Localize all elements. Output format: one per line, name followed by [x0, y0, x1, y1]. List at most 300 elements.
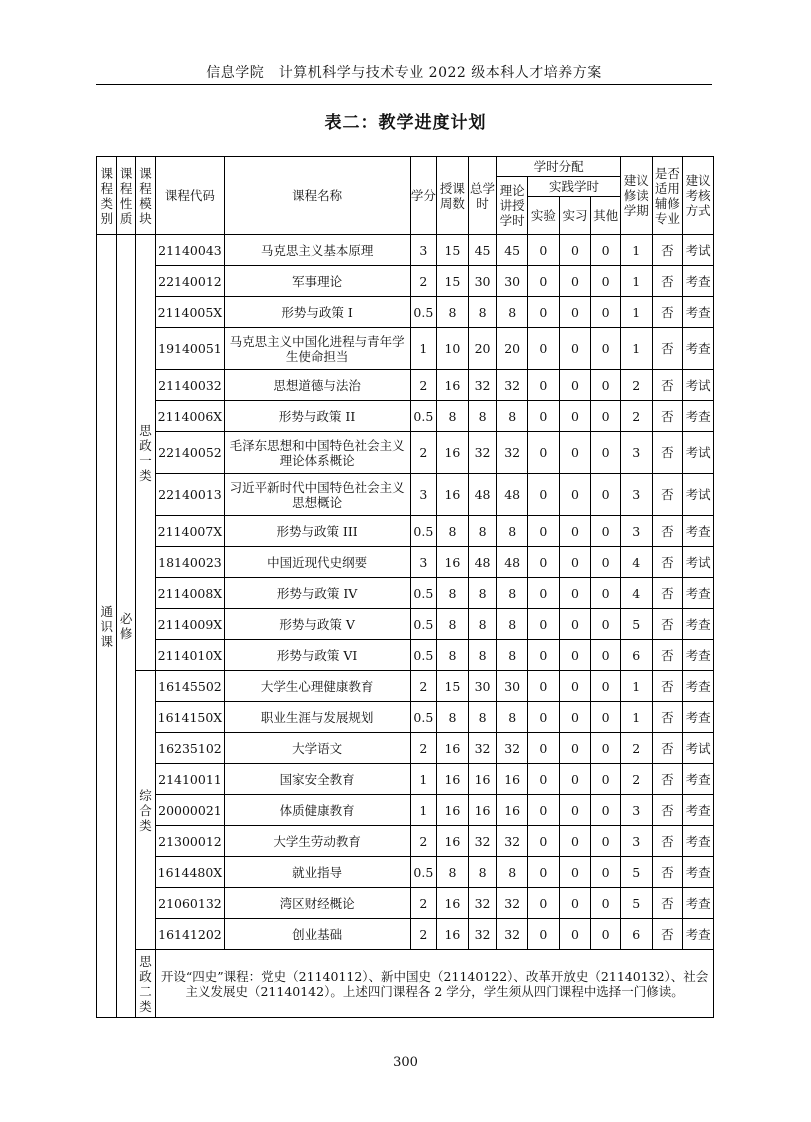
other-hours: 0 — [591, 432, 621, 474]
course-code: 22140052 — [156, 432, 224, 474]
credits: 2 — [410, 919, 437, 950]
group-module-ideology-2: 思 政 二 类 — [135, 950, 155, 1018]
internship-hours: 0 — [559, 826, 591, 857]
header-theory: 理论讲授学时 — [497, 177, 528, 235]
other-hours: 0 — [591, 733, 621, 764]
total-hours: 32 — [468, 826, 497, 857]
credits: 1 — [410, 328, 437, 370]
table-row — [97, 401, 714, 432]
theory-hours: 48 — [497, 474, 528, 516]
suggested-term: 5 — [620, 609, 652, 640]
experiment-hours: 0 — [528, 401, 560, 432]
weeks: 8 — [437, 857, 469, 888]
minor-applicable: 否 — [652, 432, 683, 474]
running-header: 信息学院 计算机科学与技术专业 2022 级本科人才培养方案 — [206, 65, 602, 81]
theory-hours: 32 — [497, 432, 528, 474]
total-hours: 48 — [468, 474, 497, 516]
table-row — [97, 733, 714, 764]
assessment: 考查 — [683, 297, 714, 328]
theory-hours: 20 — [497, 328, 528, 370]
credits: 0.5 — [410, 297, 437, 328]
suggested-term: 1 — [620, 328, 652, 370]
credits: 2 — [410, 266, 437, 297]
assessment: 考查 — [683, 795, 714, 826]
suggested-term: 3 — [620, 474, 652, 516]
other-hours: 0 — [591, 547, 621, 578]
header-code: 课程代码 — [156, 157, 224, 235]
internship-hours: 0 — [559, 516, 591, 547]
course-name: 中国近现代史纲要 — [224, 547, 410, 578]
course-name: 军事理论 — [224, 266, 410, 297]
total-hours: 32 — [468, 432, 497, 474]
credits: 0.5 — [410, 640, 437, 671]
theory-hours: 8 — [497, 702, 528, 733]
internship-hours: 0 — [559, 857, 591, 888]
total-hours: 32 — [468, 888, 497, 919]
course-name: 就业指导 — [224, 857, 410, 888]
weeks: 15 — [437, 235, 469, 266]
suggested-term: 2 — [620, 764, 652, 795]
course-name: 大学生心理健康教育 — [224, 671, 410, 702]
assessment: 考试 — [683, 370, 714, 401]
suggested-term: 1 — [620, 702, 652, 733]
table-row — [97, 702, 714, 733]
internship-hours: 0 — [559, 795, 591, 826]
table-header — [97, 157, 714, 235]
assessment: 考查 — [683, 578, 714, 609]
table-row — [97, 516, 714, 547]
suggested-term: 3 — [620, 826, 652, 857]
minor-applicable: 否 — [652, 370, 683, 401]
experiment-hours: 0 — [528, 547, 560, 578]
minor-applicable: 否 — [652, 235, 683, 266]
header-term: 建议修读学期 — [620, 157, 652, 235]
other-hours: 0 — [591, 640, 621, 671]
assessment: 考试 — [683, 547, 714, 578]
other-hours: 0 — [591, 826, 621, 857]
internship-hours: 0 — [559, 474, 591, 516]
suggested-term: 5 — [620, 857, 652, 888]
other-hours: 0 — [591, 609, 621, 640]
table-row — [97, 547, 714, 578]
group-nature: 必 修 — [117, 235, 135, 1018]
total-hours: 32 — [468, 919, 497, 950]
course-code: 2114007X — [156, 516, 224, 547]
experiment-hours: 0 — [528, 640, 560, 671]
experiment-hours: 0 — [528, 328, 560, 370]
experiment-hours: 0 — [528, 826, 560, 857]
credits: 1 — [410, 795, 437, 826]
table-row — [97, 609, 714, 640]
theory-hours: 8 — [497, 297, 528, 328]
table-row — [97, 826, 714, 857]
table-row — [97, 795, 714, 826]
total-hours: 32 — [468, 733, 497, 764]
course-code: 21140032 — [156, 370, 224, 401]
internship-hours: 0 — [559, 671, 591, 702]
suggested-term: 3 — [620, 795, 652, 826]
header-category: 课 程 类 别 — [97, 157, 117, 235]
credits: 0.5 — [410, 401, 437, 432]
table-row — [97, 235, 714, 266]
internship-hours: 0 — [559, 370, 591, 401]
total-hours: 30 — [468, 266, 497, 297]
suggested-term: 3 — [620, 432, 652, 474]
minor-applicable: 否 — [652, 516, 683, 547]
course-name: 体质健康教育 — [224, 795, 410, 826]
table-row — [97, 432, 714, 474]
minor-applicable: 否 — [652, 547, 683, 578]
total-hours: 8 — [468, 640, 497, 671]
minor-applicable: 否 — [652, 328, 683, 370]
theory-hours: 30 — [497, 266, 528, 297]
table-row — [97, 266, 714, 297]
course-code: 18140023 — [156, 547, 224, 578]
credits: 2 — [410, 370, 437, 401]
minor-applicable: 否 — [652, 919, 683, 950]
course-name: 马克思主义中国化进程与青年学生使命担当 — [224, 328, 410, 370]
weeks: 8 — [437, 401, 469, 432]
suggested-term: 1 — [620, 297, 652, 328]
assessment: 考查 — [683, 888, 714, 919]
internship-hours: 0 — [559, 888, 591, 919]
weeks: 15 — [437, 671, 469, 702]
total-hours: 32 — [468, 370, 497, 401]
header-experiment: 实验 — [528, 197, 560, 235]
header-credits: 学分 — [410, 157, 437, 235]
credits: 0.5 — [410, 857, 437, 888]
minor-applicable: 否 — [652, 733, 683, 764]
course-name: 职业生涯与发展规划 — [224, 702, 410, 733]
table-row — [97, 888, 714, 919]
course-name: 马克思主义基本原理 — [224, 235, 410, 266]
page-number: 300 — [393, 1055, 418, 1070]
suggested-term: 1 — [620, 671, 652, 702]
weeks: 8 — [437, 702, 469, 733]
course-name: 形势与政策 V — [224, 609, 410, 640]
assessment: 考查 — [683, 401, 714, 432]
experiment-hours: 0 — [528, 516, 560, 547]
total-hours: 16 — [468, 795, 497, 826]
group-module-ideology-1: 思 政 一 类 — [135, 235, 155, 671]
course-code: 21410011 — [156, 764, 224, 795]
course-name: 思想道德与法治 — [224, 370, 410, 401]
course-code: 19140051 — [156, 328, 224, 370]
course-name: 大学语文 — [224, 733, 410, 764]
course-name: 创业基础 — [224, 919, 410, 950]
course-code: 20000021 — [156, 795, 224, 826]
course-code: 1614480X — [156, 857, 224, 888]
header-weeks: 授课周数 — [437, 157, 469, 235]
assessment: 考查 — [683, 609, 714, 640]
other-hours: 0 — [591, 671, 621, 702]
theory-hours: 30 — [497, 671, 528, 702]
weeks: 8 — [437, 578, 469, 609]
other-hours: 0 — [591, 266, 621, 297]
theory-hours: 48 — [497, 547, 528, 578]
other-hours: 0 — [591, 401, 621, 432]
assessment: 考查 — [683, 826, 714, 857]
suggested-term: 2 — [620, 370, 652, 401]
minor-applicable: 否 — [652, 609, 683, 640]
internship-hours: 0 — [559, 328, 591, 370]
theory-hours: 16 — [497, 795, 528, 826]
course-name: 形势与政策 II — [224, 401, 410, 432]
experiment-hours: 0 — [528, 702, 560, 733]
table-row — [97, 764, 714, 795]
minor-applicable: 否 — [652, 826, 683, 857]
other-hours: 0 — [591, 857, 621, 888]
weeks: 16 — [437, 764, 469, 795]
experiment-hours: 0 — [528, 578, 560, 609]
internship-hours: 0 — [559, 764, 591, 795]
internship-hours: 0 — [559, 401, 591, 432]
credits: 2 — [410, 733, 437, 764]
minor-applicable: 否 — [652, 888, 683, 919]
other-hours: 0 — [591, 764, 621, 795]
other-hours: 0 — [591, 578, 621, 609]
assessment: 考查 — [683, 516, 714, 547]
course-code: 2114005X — [156, 297, 224, 328]
theory-hours: 32 — [497, 919, 528, 950]
table-row — [97, 370, 714, 401]
course-code: 21300012 — [156, 826, 224, 857]
assessment: 考查 — [683, 266, 714, 297]
table-row — [97, 671, 714, 702]
assessment: 考查 — [683, 857, 714, 888]
minor-applicable: 否 — [652, 671, 683, 702]
suggested-term: 1 — [620, 266, 652, 297]
credits: 2 — [410, 432, 437, 474]
course-code: 2114009X — [156, 609, 224, 640]
suggested-term: 1 — [620, 235, 652, 266]
assessment: 考查 — [683, 919, 714, 950]
experiment-hours: 0 — [528, 888, 560, 919]
suggested-term: 5 — [620, 888, 652, 919]
weeks: 16 — [437, 474, 469, 516]
experiment-hours: 0 — [528, 671, 560, 702]
header-rule — [96, 84, 712, 85]
total-hours: 8 — [468, 578, 497, 609]
minor-applicable: 否 — [652, 795, 683, 826]
suggested-term: 3 — [620, 516, 652, 547]
suggested-term: 2 — [620, 401, 652, 432]
experiment-hours: 0 — [528, 857, 560, 888]
table-row — [97, 640, 714, 671]
course-name: 形势与政策 VI — [224, 640, 410, 671]
theory-hours: 8 — [497, 516, 528, 547]
weeks: 16 — [437, 919, 469, 950]
header-internship: 实习 — [559, 197, 591, 235]
credits: 3 — [410, 547, 437, 578]
header-module: 课 程 模 块 — [135, 157, 155, 235]
experiment-hours: 0 — [528, 432, 560, 474]
internship-hours: 0 — [559, 578, 591, 609]
total-hours: 45 — [468, 235, 497, 266]
theory-hours: 8 — [497, 578, 528, 609]
course-name: 毛泽东思想和中国特色社会主义理论体系概论 — [224, 432, 410, 474]
internship-hours: 0 — [559, 547, 591, 578]
weeks: 16 — [437, 826, 469, 857]
table-row — [97, 578, 714, 609]
course-name: 形势与政策 I — [224, 297, 410, 328]
weeks: 15 — [437, 266, 469, 297]
course-code: 16145502 — [156, 671, 224, 702]
assessment: 考查 — [683, 702, 714, 733]
table-body — [97, 235, 714, 1018]
weeks: 16 — [437, 370, 469, 401]
other-hours: 0 — [591, 919, 621, 950]
course-code: 21140043 — [156, 235, 224, 266]
header-minor: 是否适用辅修专业 — [652, 157, 683, 235]
credits: 2 — [410, 826, 437, 857]
table-row-note — [97, 950, 714, 1018]
theory-hours: 16 — [497, 764, 528, 795]
other-hours: 0 — [591, 370, 621, 401]
table-row — [97, 297, 714, 328]
course-name: 形势与政策 III — [224, 516, 410, 547]
assessment: 考试 — [683, 474, 714, 516]
total-hours: 8 — [468, 297, 497, 328]
theory-hours: 8 — [497, 401, 528, 432]
header-total-hours: 总学时 — [468, 157, 497, 235]
internship-hours: 0 — [559, 919, 591, 950]
course-name: 习近平新时代中国特色社会主义思想概论 — [224, 474, 410, 516]
suggested-term: 4 — [620, 578, 652, 609]
assessment: 考试 — [683, 432, 714, 474]
course-code: 22140013 — [156, 474, 224, 516]
minor-applicable: 否 — [652, 702, 683, 733]
header-assessment: 建议考核方式 — [683, 157, 714, 235]
assessment: 考查 — [683, 671, 714, 702]
experiment-hours: 0 — [528, 297, 560, 328]
course-code: 16235102 — [156, 733, 224, 764]
header-other: 其他 — [591, 197, 621, 235]
internship-hours: 0 — [559, 733, 591, 764]
weeks: 16 — [437, 432, 469, 474]
weeks: 16 — [437, 733, 469, 764]
suggested-term: 6 — [620, 919, 652, 950]
theory-hours: 8 — [497, 640, 528, 671]
course-name: 形势与政策 IV — [224, 578, 410, 609]
other-hours: 0 — [591, 235, 621, 266]
weeks: 8 — [437, 640, 469, 671]
course-code: 1614150X — [156, 702, 224, 733]
internship-hours: 0 — [559, 266, 591, 297]
course-code: 2114006X — [156, 401, 224, 432]
course-name: 国家安全教育 — [224, 764, 410, 795]
experiment-hours: 0 — [528, 266, 560, 297]
experiment-hours: 0 — [528, 919, 560, 950]
theory-hours: 32 — [497, 733, 528, 764]
credits: 0.5 — [410, 516, 437, 547]
experiment-hours: 0 — [528, 733, 560, 764]
other-hours: 0 — [591, 474, 621, 516]
experiment-hours: 0 — [528, 370, 560, 401]
total-hours: 30 — [468, 671, 497, 702]
theory-hours: 32 — [497, 370, 528, 401]
four-histories-note: 开设“四史”课程：党史（21140112）、新中国史（21140122）、改革开放史（21140132）、社会主义发展史（21140142）。上述四门课程各 2 学分，学生须从四门课程中选择一门修读。 — [156, 950, 714, 1018]
assessment: 考查 — [683, 764, 714, 795]
total-hours: 16 — [468, 764, 497, 795]
internship-hours: 0 — [559, 432, 591, 474]
header-practice-group: 实践学时 — [528, 177, 621, 197]
other-hours: 0 — [591, 328, 621, 370]
course-code: 16141202 — [156, 919, 224, 950]
experiment-hours: 0 — [528, 235, 560, 266]
header-nature: 课 程 性 质 — [117, 157, 135, 235]
weeks: 16 — [437, 888, 469, 919]
theory-hours: 45 — [497, 235, 528, 266]
course-name: 大学生劳动教育 — [224, 826, 410, 857]
course-name: 湾区财经概论 — [224, 888, 410, 919]
theory-hours: 8 — [497, 857, 528, 888]
internship-hours: 0 — [559, 702, 591, 733]
table-row — [97, 474, 714, 516]
internship-hours: 0 — [559, 640, 591, 671]
total-hours: 8 — [468, 857, 497, 888]
credits: 0.5 — [410, 609, 437, 640]
weeks: 8 — [437, 297, 469, 328]
credits: 3 — [410, 474, 437, 516]
total-hours: 8 — [468, 702, 497, 733]
assessment: 考试 — [683, 235, 714, 266]
course-code: 22140012 — [156, 266, 224, 297]
assessment: 考查 — [683, 640, 714, 671]
other-hours: 0 — [591, 516, 621, 547]
group-module-general: 综 合 类 — [135, 671, 155, 950]
weeks: 16 — [437, 795, 469, 826]
minor-applicable: 否 — [652, 297, 683, 328]
table-row — [97, 919, 714, 950]
other-hours: 0 — [591, 702, 621, 733]
group-category: 通 识 课 — [97, 235, 117, 1018]
other-hours: 0 — [591, 297, 621, 328]
minor-applicable: 否 — [652, 764, 683, 795]
theory-hours: 8 — [497, 609, 528, 640]
suggested-term: 6 — [620, 640, 652, 671]
suggested-term: 4 — [620, 547, 652, 578]
weeks: 10 — [437, 328, 469, 370]
minor-applicable: 否 — [652, 578, 683, 609]
weeks: 16 — [437, 547, 469, 578]
weeks: 8 — [437, 609, 469, 640]
total-hours: 8 — [468, 609, 497, 640]
credits: 3 — [410, 235, 437, 266]
minor-applicable: 否 — [652, 474, 683, 516]
internship-hours: 0 — [559, 609, 591, 640]
course-code: 2114010X — [156, 640, 224, 671]
assessment: 考试 — [683, 733, 714, 764]
weeks: 8 — [437, 516, 469, 547]
assessment: 考查 — [683, 328, 714, 370]
total-hours: 20 — [468, 328, 497, 370]
header-hours-group: 学时分配 — [497, 157, 621, 177]
credits: 1 — [410, 764, 437, 795]
header-name: 课程名称 — [224, 157, 410, 235]
other-hours: 0 — [591, 795, 621, 826]
minor-applicable: 否 — [652, 640, 683, 671]
course-code: 2114008X — [156, 578, 224, 609]
minor-applicable: 否 — [652, 266, 683, 297]
table-row — [97, 328, 714, 370]
experiment-hours: 0 — [528, 609, 560, 640]
total-hours: 48 — [468, 547, 497, 578]
credits: 2 — [410, 671, 437, 702]
experiment-hours: 0 — [528, 795, 560, 826]
minor-applicable: 否 — [652, 857, 683, 888]
total-hours: 8 — [468, 516, 497, 547]
